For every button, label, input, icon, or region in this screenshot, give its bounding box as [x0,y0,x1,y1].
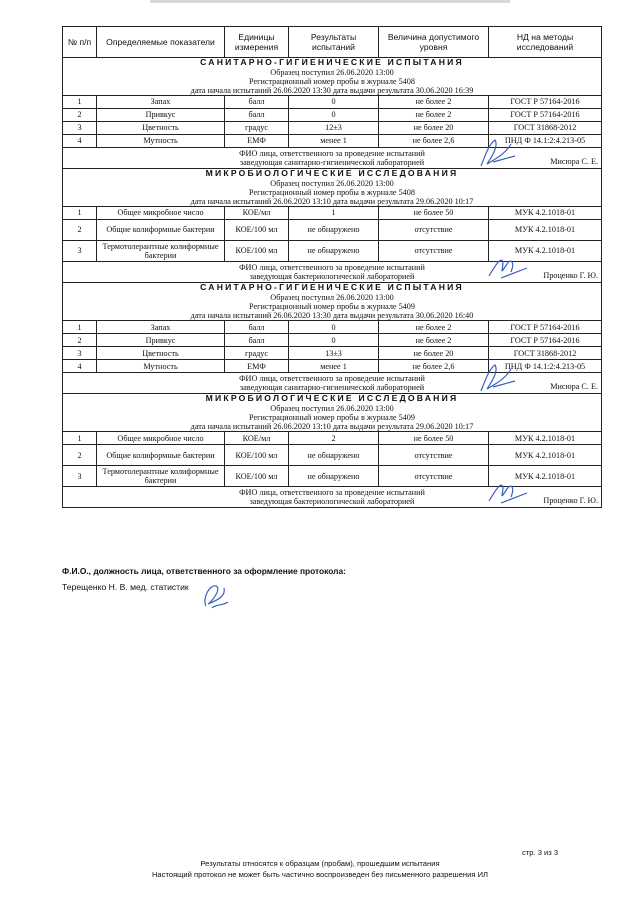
signature-cell [63,262,602,283]
signature-position: заведующая санитарно-гигиенической лабораторией [239,158,425,168]
table-row [63,334,602,347]
cell-method: ГОСТ 31868-2012 [489,347,602,360]
cell-method: МУК 4.2.1018-01 [489,241,602,262]
cell-method: МУК 4.2.1018-01 [489,207,602,220]
cell-method: ГОСТ Р 57164-2016 [489,109,602,122]
table-row [63,109,602,122]
cell-param: Общие колиформные бактерии [97,445,225,466]
signature-position: заведующая санитарно-гигиенической лабораторией [239,383,425,393]
cell-unit: балл [225,109,289,122]
cell-n: 1 [63,96,97,109]
section-title: САНИТАРНО-ГИГИЕНИЧЕСКИЕ ИСПЫТАНИЯ [200,282,464,293]
cell-limit: не более 2 [379,109,489,122]
table-row [63,122,602,135]
signature-row [63,487,602,508]
cell-n: 3 [63,347,97,360]
cell-n: 4 [63,360,97,373]
cell-unit: балл [225,334,289,347]
header-method: НД на методы исследований [489,27,602,58]
table-row [63,432,602,445]
table-row [63,207,602,220]
cell-result: 12±3 [289,122,379,135]
signature-caption: ФИО лица, ответственного за проведение испытаний [239,373,425,383]
cell-result: не обнаружено [289,466,379,487]
table-row [63,321,602,334]
cell-unit: КОЕ/100 мл [225,466,289,487]
cell-result: 0 [289,334,379,347]
table-row [63,96,602,109]
signature-name: Мисюра С. Е. [550,381,598,391]
section-header [63,58,602,96]
cell-result: 0 [289,109,379,122]
test-dates: дата начала испытаний 26.06.2020 13:30 дата выдачи результата 30.06.2020 16:40 [190,311,474,321]
cell-result: 0 [289,321,379,334]
registration-number: Регистрационный номер пробы в журнале 5409 [249,413,415,423]
header-num: № п/п [63,27,97,58]
cell-n: 3 [63,466,97,487]
section-header [63,283,602,321]
signature-scribble [481,475,531,509]
cell-limit: не более 20 [379,347,489,360]
footer-note-2: Настоящий протокол не может быть частично воспроизведен без письменного разрешения ИЛ [151,870,489,879]
cell-param: Цветность [97,122,225,135]
results-table [62,26,602,508]
cell-n: 2 [63,334,97,347]
cell-method: МУК 4.2.1018-01 [489,445,602,466]
scan-edge [150,0,510,3]
page-number: стр. 3 из 3 [522,848,559,857]
cell-limit: не более 2,6 [379,360,489,373]
cell-n: 1 [63,321,97,334]
section-title: МИКРОБИОЛОГИЧЕСКИЕ ИССЛЕДОВАНИЯ [205,168,459,179]
signature-row [63,148,602,169]
cell-param: Привкус [97,109,225,122]
section-header-cell [63,169,602,207]
cell-param: Мутность [97,360,225,373]
section-header [63,394,602,432]
responsible-title: Ф.И.О., должность лица, ответственного за оформление протокола: [62,566,346,576]
section-header-cell [63,394,602,432]
signature-row [63,373,602,394]
cell-result: 1 [289,207,379,220]
cell-unit: КОЕ/100 мл [225,220,289,241]
cell-limit: отсутствие [379,445,489,466]
cell-method: ГОСТ Р 57164-2016 [489,321,602,334]
table-row [63,220,602,241]
cell-param: Запах [97,96,225,109]
section-title: САНИТАРНО-ГИГИЕНИЧЕСКИЕ ИСПЫТАНИЯ [200,57,464,67]
cell-param: Привкус [97,334,225,347]
cell-param: Запах [97,321,225,334]
signature-name: Проценко Г. Ю. [543,270,598,280]
signature-cell [63,487,602,508]
section-header [63,169,602,207]
cell-param: Мутность [97,135,225,148]
table-row [63,445,602,466]
cell-limit: отсутствие [379,241,489,262]
cell-param: Цветность [97,347,225,360]
cell-n: 1 [63,432,97,445]
cell-limit: не более 2 [379,96,489,109]
cell-param: Общее микробное число [97,432,225,445]
cell-limit: не более 2 [379,334,489,347]
section-header-cell [63,283,602,321]
cell-unit: градус [225,122,289,135]
cell-unit: градус [225,347,289,360]
signature-name: Мисюра С. Е. [550,156,598,166]
section-title: МИКРОБИОЛОГИЧЕСКИЕ ИССЛЕДОВАНИЯ [205,393,459,404]
registration-number: Регистрационный номер пробы в журнале 5408 [249,76,415,86]
cell-result: менее 1 [289,135,379,148]
cell-n: 2 [63,445,97,466]
sample-received: Образец поступил 26.06.2020 13:00 [270,67,394,77]
cell-method: МУК 4.2.1018-01 [489,432,602,445]
cell-result: не обнаружено [289,445,379,466]
sample-received: Образец поступил 26.06.2020 13:00 [270,403,394,413]
signature-scribble [471,136,521,170]
cell-limit: отсутствие [379,220,489,241]
signature-caption: ФИО лица, ответственного за проведение испытаний [239,262,425,272]
signature-row [63,262,602,283]
cell-limit: не более 2 [379,321,489,334]
header-unit: Единицы измерения [225,27,289,58]
cell-unit: балл [225,96,289,109]
cell-unit: КОЕ/100 мл [225,241,289,262]
cell-result: не обнаружено [289,220,379,241]
cell-result: менее 1 [289,360,379,373]
cell-result: 2 [289,432,379,445]
cell-limit: не более 50 [379,432,489,445]
signature-scribble [481,250,531,284]
cell-n: 2 [63,109,97,122]
cell-n: 3 [63,122,97,135]
test-dates: дата начала испытаний 26.06.2020 13:10 дата выдачи результата 29.06.2020 10:17 [190,422,474,432]
cell-unit: ЕМФ [225,135,289,148]
test-dates: дата начала испытаний 26.06.2020 13:10 дата выдачи результата 29.06.2020 10:17 [190,197,474,207]
registration-number: Регистрационный номер пробы в журнале 5408 [249,187,415,197]
signature-caption: ФИО лица, ответственного за проведение испытаний [239,487,425,497]
cell-param: Термотолерантные колиформные бактерии [97,466,225,487]
signature-cell [63,148,602,169]
cell-method: МУК 4.2.1018-01 [489,220,602,241]
cell-method: ПНД Ф 14.1:2:4.213-05 [489,360,602,373]
cell-limit: отсутствие [379,466,489,487]
test-dates: дата начала испытаний 26.06.2020 13:30 дата выдачи результата 30.06.2020 16:39 [190,85,474,95]
cell-n: 4 [63,135,97,148]
cell-method: ГОСТ 31868-2012 [489,122,602,135]
registration-number: Регистрационный номер пробы в журнале 5409 [249,301,415,311]
sample-received: Образец поступил 26.06.2020 13:00 [270,178,394,188]
cell-limit: не более 50 [379,207,489,220]
header-result: Результаты испытаний [289,27,379,58]
cell-unit: ЕМФ [225,360,289,373]
sample-received: Образец поступил 26.06.2020 13:00 [270,292,394,302]
cell-method: ПНД Ф 14.1:2:4.213-05 [489,135,602,148]
section-header-cell [63,58,602,96]
signature-position: заведующая бактериологической лабораторией [249,272,415,282]
cell-param: Общее микробное число [97,207,225,220]
cell-method: ГОСТ Р 57164-2016 [489,334,602,347]
signature-cell [63,373,602,394]
signature-scribble [471,361,521,395]
cell-unit: КОЕ/мл [225,207,289,220]
cell-n: 3 [63,241,97,262]
cell-method: МУК 4.2.1018-01 [489,466,602,487]
cell-result: не обнаружено [289,241,379,262]
cell-param: Термотолерантные колиформные бактерии [97,241,225,262]
cell-param: Общие колиформные бактерии [97,220,225,241]
cell-n: 1 [63,207,97,220]
responsible-person: Терещенко Н. В. мед. статистик [62,582,189,592]
signature-caption: ФИО лица, ответственного за проведение испытаний [239,148,425,158]
cell-unit: балл [225,321,289,334]
cell-n: 2 [63,220,97,241]
signature-position: заведующая бактериологической лабораторией [249,497,415,507]
signature-mark [198,578,232,612]
table-header [63,27,602,58]
table-row [63,347,602,360]
cell-limit: не более 2,6 [379,135,489,148]
cell-limit: не более 20 [379,122,489,135]
cell-method: ГОСТ Р 57164-2016 [489,96,602,109]
cell-result: 13±3 [289,347,379,360]
cell-result: 0 [289,96,379,109]
header-limit: Величина допустимого уровня [379,27,489,58]
footer-note-1: Результаты относятся к образцам (пробам), прошедшим испытания [200,859,440,868]
signature-name: Проценко Г. Ю. [543,495,598,505]
cell-unit: КОЕ/мл [225,432,289,445]
header-param: Определяемые показатели [97,27,225,58]
cell-unit: КОЕ/100 мл [225,445,289,466]
